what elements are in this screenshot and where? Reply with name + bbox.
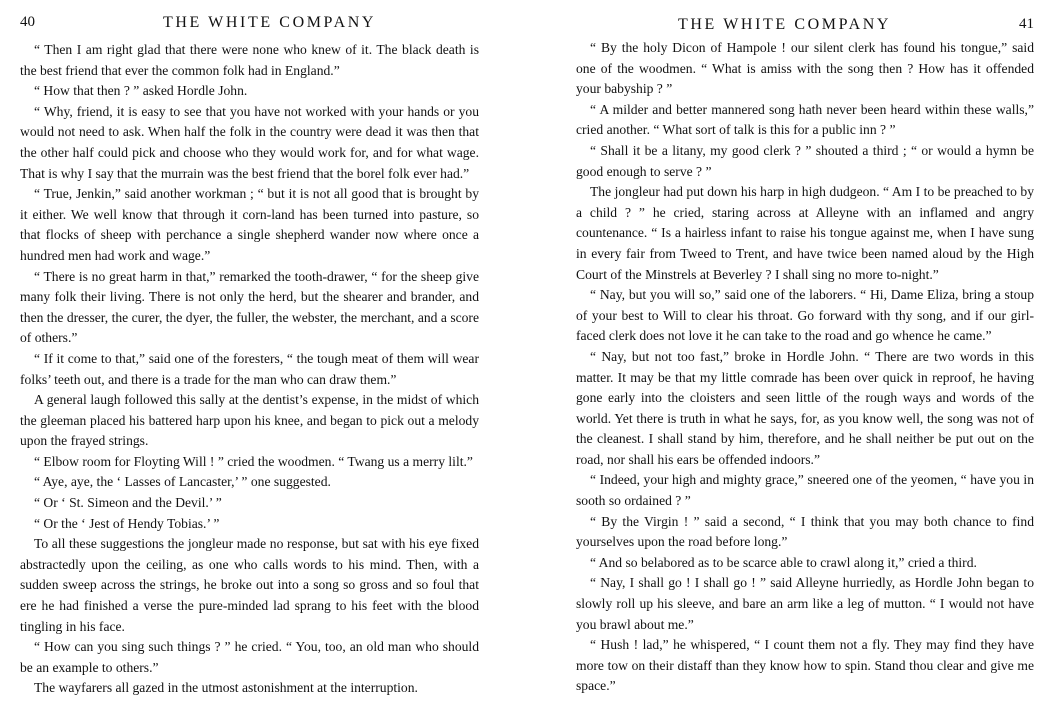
paragraph: “ Shall it be a litany, my good clerk ? ” shouted a third ; “ or would a hymn be good enough to serve ? ” [576,142,1034,179]
page-number: 41 [1019,16,1034,32]
paragraph: A general laugh followed this sally at the dentist’s expense, in the midst of which the gleeman placed his battered harp upon his knee, and began to pick out a melody upon the frayed strings. [20,392,479,449]
page-body [576,38,1034,697]
page-number: 40 [20,14,35,30]
running-head-title: THE WHITE COMPANY [678,16,892,33]
running-head [576,0,1034,38]
paragraph: “ Or ‘ St. Simeon and the Devil.’ ” [34,495,222,511]
paragraph: The wayfarers all gazed in the utmost astonishment at the interruption. [34,680,418,696]
paragraph: “ Then I am right glad that there were none who knew of it. The black death is the best friend that ever the common folk had in England.” [20,42,479,78]
paragraph: “ A milder and better mannered song hath never been heard within these walls,” cried another. “ What sort of talk is this for a public inn ? ” [576,101,1034,138]
paragraph: “ True, Jenkin,” said another workman ; “ but it is not all good that is brought by it either. We well know that through it corn-land has been turned into pasture, so that flocks of sheep with perchance a single shepherd wander now where once a hundred men had work and wage.” [20,186,479,263]
paragraph: “ There is no great harm in that,” remarked the tooth-drawer, “ for the sheep give many folk their living. There is not only the herd, but the shearer and brander, and then the dresser, the curer, the dyer, the fuller, the webster, the merchant, and a score of others.” [20,268,479,346]
paragraph: “ Aye, aye, the ‘ Lasses of Lancaster,’ ” one suggested. [34,474,331,490]
paragraph: “ By the holy Dicon of Hampole ! our silent clerk has found his tongue,” said one of the woodmen. “ What is amiss with the song then ? How has it offended your babyship ? ” [576,40,1034,97]
paragraph: “ And so belabored as to be scarce able to crawl along it,” cried a third. [590,554,977,570]
paragraph: “ Nay, but you will so,” said one of the laborers. “ Hi, Dame Eliza, bring a stoup of your best to Will to clear his throat. Go forward with thy song, and if our girl-faced clerk does not love it he can take to the road and go whence he came.” [576,287,1034,344]
page-body [20,40,479,699]
right-page [576,0,1034,708]
left-page [20,0,479,708]
paragraph: “ Nay, but not too fast,” broke in Hordle John. “ There are two words in this matter. It may be that my little comrade has been over quick in reproof, he having gone early into the cloisters and seen little of the rough ways and words of the world. Yet there is truth in what he says, for, as you know well, the song was not of the cleanest. I shall stand by him, therefore, and he shall neither be put out on the road, nor shall his ears be offended indoors.” [576,348,1034,467]
paragraph: “ Elbow room for Floyting Will ! ” cried the woodmen. “ Twang us a merry lilt.” [34,453,473,469]
paragraph: The jongleur had put down his harp in high dudgeon. “ Am I to be preached to by a child ? ” he cried, staring across at Alleyne with an inflamed and angry countenance. “ Is a hairless infant to raise his tongue against me, when I have sung in every fair from Tweed to Trent, and have twice been named aloud by the High Court of the Minstrels at Beverley ? I shall sing no more to-night.” [576,184,1034,282]
running-head-title: THE WHITE COMPANY [162,14,377,31]
paragraph: “ If it come to that,” said one of the foresters, “ the tough meat of them will wear folks’ teeth out, and there is a trade for the man who can draw them.” [20,350,479,387]
paragraph: “ Why, friend, it is easy to see that you have not worked with your hands or you would not need to ask. When half the folk in the country were dead it was then that the other half could pick and choose who they would work for, and for what wage. That is why I say that the murrain was the best friend that the borel folk ever had.” [20,103,479,181]
paragraph: “ Nay, I shall go ! I shall go ! ” said Alleyne hurriedly, as Hordle John began to slowly roll up his sleeve, and bare an arm like a leg of mutton. “ I would not have you brawl about me.” [576,575,1034,632]
paragraph: “ How can you sing such things ? ” he cried. “ You, too, an old man who should be an example to others.” [20,639,479,675]
paragraph: To all these suggestions the jongleur made no response, but sat with his eye fixed abstractedly upon the ceiling, as one who calls words to his mind. Then, with a sudden sweep across the strings, he broke out into a song so gross and so foul that ere he had finished a verse the pure-minded lad sprang to his feet with the blood tingling in his face. [20,536,479,634]
paragraph: “ Or the ‘ Jest of Hendy Tobias.’ ” [34,515,220,531]
paragraph: “ By the Virgin ! ” said a second, “ I think that you may both chance to find yourselves upon the road before long.” [576,513,1034,550]
paragraph: “ Indeed, your high and mighty grace,” sneered one of the yeomen, “ have you in sooth so ordained ? ” [576,472,1034,509]
paragraph: “ Hush ! lad,” he whispered, “ I count them not a fly. They may find they have more tow on their distaff than they know how to spin. Stand thou clear and give me space.” [576,637,1034,694]
running-head [20,0,479,30]
paragraph: “ How that then ? ” asked Hordle John. [34,83,248,99]
